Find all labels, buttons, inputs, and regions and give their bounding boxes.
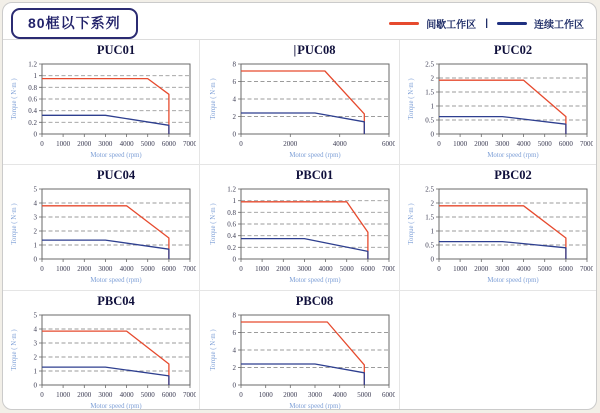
svg-text:3: 3 xyxy=(33,213,37,222)
svg-text:2: 2 xyxy=(232,364,236,372)
svg-text:2.5: 2.5 xyxy=(425,185,434,194)
svg-text:0: 0 xyxy=(232,130,236,139)
svg-text:3000: 3000 xyxy=(296,265,311,273)
svg-text:1000: 1000 xyxy=(258,391,273,399)
svg-text:1.2: 1.2 xyxy=(226,185,236,194)
svg-text:Torque ( N·m ): Torque ( N·m ) xyxy=(209,203,217,245)
svg-text:2: 2 xyxy=(232,113,236,121)
svg-text:5000: 5000 xyxy=(537,265,552,273)
svg-text:Motor speed (rpm): Motor speed (rpm) xyxy=(90,277,142,284)
svg-text:2000: 2000 xyxy=(77,391,92,399)
chart-title: |PUC08 xyxy=(293,43,336,57)
svg-text:4000: 4000 xyxy=(332,140,347,148)
svg-text:5000: 5000 xyxy=(537,140,552,148)
svg-text:1.5: 1.5 xyxy=(425,213,434,222)
svg-text:7000: 7000 xyxy=(580,265,593,273)
svg-text:Torque ( N·m ): Torque ( N·m ) xyxy=(408,78,415,120)
svg-text:2000: 2000 xyxy=(282,140,297,148)
svg-text:6000: 6000 xyxy=(558,140,573,148)
svg-text:7000: 7000 xyxy=(580,140,593,148)
torque-speed-chart xyxy=(6,309,196,409)
svg-text:0.5: 0.5 xyxy=(425,116,434,125)
svg-text:5000: 5000 xyxy=(339,265,354,273)
svg-text:3000: 3000 xyxy=(98,140,113,148)
svg-text:0: 0 xyxy=(33,255,37,264)
page-header xyxy=(3,3,596,40)
svg-text:1: 1 xyxy=(33,72,37,81)
svg-text:1: 1 xyxy=(232,197,236,206)
svg-text:4: 4 xyxy=(232,95,236,104)
empty-cell xyxy=(400,291,596,409)
svg-text:1: 1 xyxy=(33,367,37,376)
svg-text:2: 2 xyxy=(430,74,434,83)
svg-text:0.2: 0.2 xyxy=(226,243,236,252)
svg-text:6000: 6000 xyxy=(161,140,176,148)
svg-text:1000: 1000 xyxy=(56,140,71,148)
svg-text:0: 0 xyxy=(33,381,37,390)
svg-text:7000: 7000 xyxy=(183,391,196,399)
svg-text:2: 2 xyxy=(33,227,37,236)
svg-text:0.6: 0.6 xyxy=(28,95,37,104)
svg-text:4000: 4000 xyxy=(119,140,134,148)
svg-text:Torque ( N·m ): Torque ( N·m ) xyxy=(209,329,217,371)
chart-cell xyxy=(400,40,596,165)
svg-text:2000: 2000 xyxy=(474,140,489,148)
svg-text:4000: 4000 xyxy=(516,140,531,148)
svg-text:5000: 5000 xyxy=(140,265,155,273)
svg-text:0: 0 xyxy=(430,255,434,264)
svg-text:4: 4 xyxy=(232,346,236,355)
svg-text:1000: 1000 xyxy=(453,140,468,148)
svg-text:7000: 7000 xyxy=(381,265,395,273)
chart-cell xyxy=(3,291,200,409)
svg-text:Motor speed (rpm): Motor speed (rpm) xyxy=(288,152,341,159)
torque-speed-chart xyxy=(6,58,196,165)
torque-speed-chart xyxy=(403,58,593,165)
chart-title: PBC08 xyxy=(295,294,334,308)
svg-text:3000: 3000 xyxy=(495,265,510,273)
charts-grid xyxy=(3,40,596,409)
catalog-page-card xyxy=(2,2,597,410)
svg-text:2000: 2000 xyxy=(275,265,290,273)
svg-text:0: 0 xyxy=(33,130,37,139)
svg-text:0: 0 xyxy=(238,140,243,148)
svg-text:2.5: 2.5 xyxy=(425,60,434,69)
svg-text:1.5: 1.5 xyxy=(425,88,434,97)
svg-text:1000: 1000 xyxy=(56,265,71,273)
svg-text:0: 0 xyxy=(437,140,441,148)
svg-text:6000: 6000 xyxy=(381,391,395,399)
svg-text:5000: 5000 xyxy=(356,391,371,399)
svg-text:0: 0 xyxy=(40,391,44,399)
svg-text:1: 1 xyxy=(430,227,434,236)
svg-text:3000: 3000 xyxy=(98,265,113,273)
svg-text:Motor speed (rpm): Motor speed (rpm) xyxy=(288,277,341,284)
svg-text:4: 4 xyxy=(33,325,37,334)
chart-cell xyxy=(200,291,400,409)
svg-text:6000: 6000 xyxy=(161,265,176,273)
svg-text:5: 5 xyxy=(33,185,37,194)
svg-text:4: 4 xyxy=(33,199,37,208)
svg-text:1.2: 1.2 xyxy=(28,60,37,69)
svg-text:6: 6 xyxy=(232,78,236,86)
chart-cell xyxy=(200,165,400,291)
svg-text:1000: 1000 xyxy=(254,265,269,273)
svg-text:1: 1 xyxy=(33,241,37,250)
svg-text:Motor speed (rpm): Motor speed (rpm) xyxy=(487,277,539,284)
svg-text:Torque ( N·m ): Torque ( N·m ) xyxy=(209,78,217,120)
torque-speed-chart xyxy=(205,309,395,409)
svg-text:Motor speed (rpm): Motor speed (rpm) xyxy=(288,403,341,409)
svg-text:3: 3 xyxy=(33,339,37,348)
svg-text:6000: 6000 xyxy=(161,391,176,399)
legend xyxy=(389,16,584,31)
chart-title: PUC04 xyxy=(96,168,136,182)
svg-text:8: 8 xyxy=(232,311,236,320)
svg-text:5000: 5000 xyxy=(140,391,155,399)
svg-text:6000: 6000 xyxy=(558,265,573,273)
svg-text:0.8: 0.8 xyxy=(226,208,236,217)
svg-text:0: 0 xyxy=(430,130,434,139)
svg-text:Motor speed (rpm): Motor speed (rpm) xyxy=(487,152,539,159)
svg-text:0: 0 xyxy=(437,265,441,273)
torque-speed-chart xyxy=(205,58,395,165)
svg-text:0: 0 xyxy=(40,140,44,148)
intermittent-line-swatch xyxy=(389,22,419,25)
svg-text:6: 6 xyxy=(232,329,236,337)
svg-text:5000: 5000 xyxy=(140,140,155,148)
svg-text:0.8: 0.8 xyxy=(28,83,37,92)
svg-text:0: 0 xyxy=(232,381,236,390)
svg-text:2: 2 xyxy=(33,353,37,362)
svg-text:0: 0 xyxy=(232,255,236,264)
chart-title: PBC02 xyxy=(494,168,532,182)
svg-text:2000: 2000 xyxy=(474,265,489,273)
svg-text:1000: 1000 xyxy=(453,265,468,273)
svg-text:Torque ( N·m ): Torque ( N·m ) xyxy=(11,78,18,120)
svg-text:7000: 7000 xyxy=(183,140,196,148)
svg-text:0.4: 0.4 xyxy=(226,232,236,241)
torque-speed-chart xyxy=(205,183,395,291)
chart-cell xyxy=(400,165,596,291)
svg-text:2: 2 xyxy=(430,199,434,208)
chart-title: PBC01 xyxy=(295,168,334,182)
svg-text:6000: 6000 xyxy=(360,265,375,273)
torque-speed-chart xyxy=(403,183,593,291)
chart-cell xyxy=(3,40,200,165)
svg-text:4000: 4000 xyxy=(516,265,531,273)
continuous-line-swatch xyxy=(497,22,527,25)
chart-cell xyxy=(3,165,200,291)
legend-item-intermittent xyxy=(389,16,476,31)
chart-title: PUC02 xyxy=(493,43,533,57)
svg-text:2000: 2000 xyxy=(77,140,92,148)
chart-cell xyxy=(200,40,400,165)
svg-text:0.4: 0.4 xyxy=(28,107,37,116)
svg-text:4000: 4000 xyxy=(119,391,134,399)
svg-text:7000: 7000 xyxy=(183,265,196,273)
svg-text:0.5: 0.5 xyxy=(425,241,434,250)
svg-text:0: 0 xyxy=(40,265,44,273)
svg-text:4000: 4000 xyxy=(318,265,333,273)
page-title: 80框以下系列 xyxy=(11,8,138,39)
svg-text:3000: 3000 xyxy=(98,391,113,399)
legend-label: 连续工作区 xyxy=(534,20,584,31)
svg-text:Motor speed (rpm): Motor speed (rpm) xyxy=(90,152,142,159)
svg-text:Torque ( N·m ): Torque ( N·m ) xyxy=(11,203,18,245)
legend-label: 间歇工作区 xyxy=(426,20,477,31)
svg-text:5: 5 xyxy=(33,311,37,320)
svg-text:Motor speed (rpm): Motor speed (rpm) xyxy=(90,403,142,409)
legend-separator: | xyxy=(485,18,488,29)
svg-text:0: 0 xyxy=(238,391,243,399)
svg-text:2000: 2000 xyxy=(282,391,297,399)
svg-text:4000: 4000 xyxy=(119,265,134,273)
svg-text:6000: 6000 xyxy=(381,140,395,148)
legend-item-continuous xyxy=(497,16,584,31)
svg-text:3000: 3000 xyxy=(307,391,322,399)
svg-text:0.6: 0.6 xyxy=(226,220,236,229)
svg-text:1000: 1000 xyxy=(56,391,71,399)
svg-text:2000: 2000 xyxy=(77,265,92,273)
svg-text:8: 8 xyxy=(232,60,236,69)
svg-text:Torque ( N·m ): Torque ( N·m ) xyxy=(11,329,18,371)
torque-speed-chart xyxy=(6,183,196,291)
chart-title: PBC04 xyxy=(97,294,135,308)
svg-text:0.2: 0.2 xyxy=(28,118,37,127)
svg-text:0: 0 xyxy=(238,265,243,273)
svg-text:3000: 3000 xyxy=(495,140,510,148)
chart-title: PUC01 xyxy=(96,43,136,57)
svg-text:4000: 4000 xyxy=(332,391,347,399)
svg-text:1: 1 xyxy=(430,102,434,111)
svg-text:Torque ( N·m ): Torque ( N·m ) xyxy=(408,203,415,245)
